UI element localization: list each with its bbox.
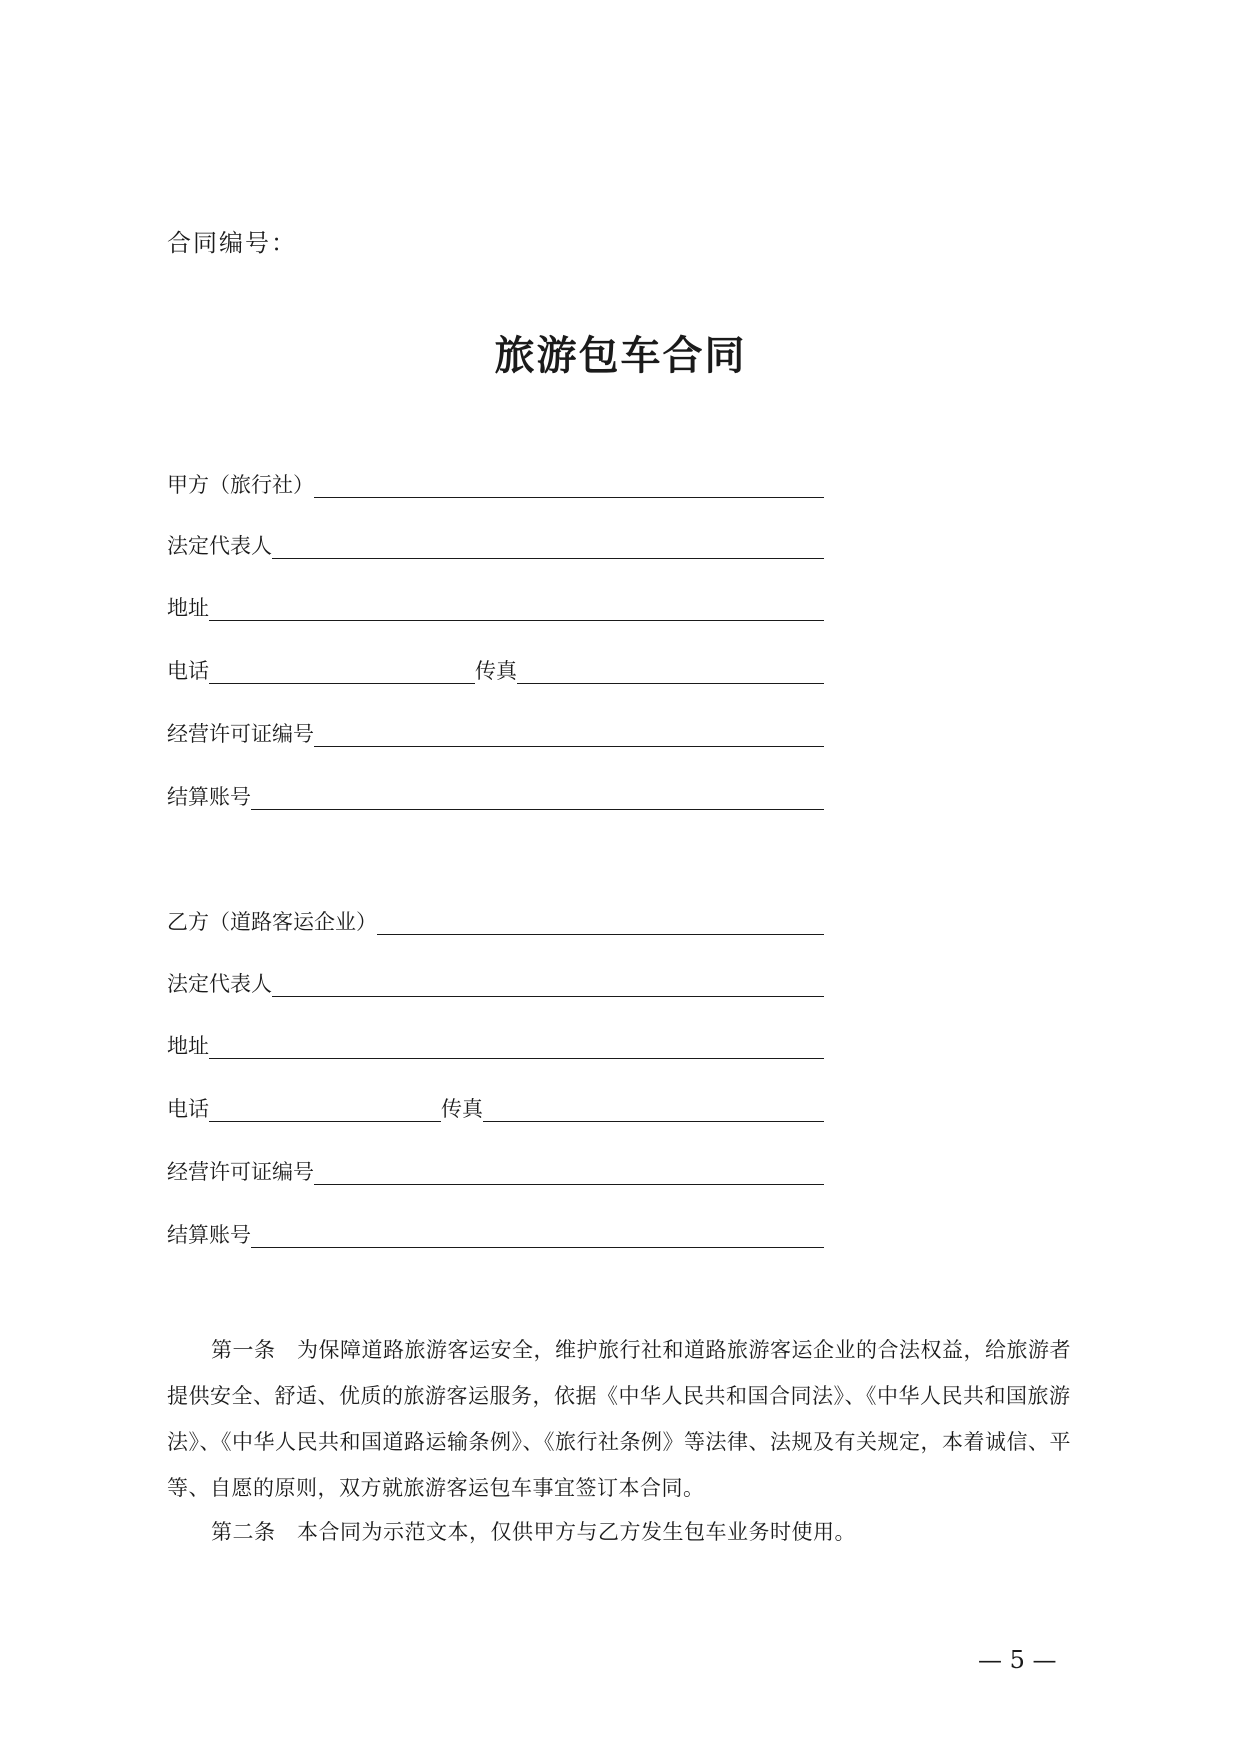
party-b-phone-label: 电话 xyxy=(167,1097,209,1121)
party-a-phone-field[interactable] xyxy=(209,653,475,684)
party-a-fax-label: 传真 xyxy=(475,659,517,683)
party-a-name-field[interactable] xyxy=(314,467,824,498)
party-a-rep-field[interactable] xyxy=(272,528,824,559)
party-a-account-row xyxy=(167,779,824,813)
article-1: 第一条 为保障道路旅游客运安全，维护旅行社和道路旅游客运企业的合法权益，给旅游者提供安全、舒适、优质的旅游客运服务，依据《中华人民共和国合同法》、《中华人民共和国旅游法》、《中华人民共和国道路运输条例》、《旅行社条例》等法律、法规及有关规定，本着诚信、平等、自愿的原则，双方就旅游客运包车事宜签订本合同。 xyxy=(167,1338,1071,1500)
party-b-license-row xyxy=(167,1154,824,1188)
party-a-license-label: 经营许可证编号 xyxy=(167,722,314,746)
party-b-rep-label: 法定代表人 xyxy=(167,972,272,996)
party-b-fax-label: 传真 xyxy=(441,1097,483,1121)
party-a-rep-label: 法定代表人 xyxy=(167,534,272,558)
party-b-account-field[interactable] xyxy=(251,1217,824,1248)
party-a-address-row xyxy=(167,590,824,624)
party-a-fax-field[interactable] xyxy=(517,653,824,684)
party-a-rep-row xyxy=(167,528,824,562)
party-a-address-label: 地址 xyxy=(167,596,209,620)
page-number: — 5 — xyxy=(978,1646,1057,1674)
party-b-name-label: 乙方（道路客运企业） xyxy=(167,910,377,934)
party-a-license-field[interactable] xyxy=(314,716,824,747)
document-title: 旅游包车合同 xyxy=(494,332,747,379)
party-b-address-row xyxy=(167,1028,824,1062)
party-b-phone-fax-row xyxy=(167,1091,824,1125)
party-b-phone-field[interactable] xyxy=(209,1091,441,1122)
party-b-license-field[interactable] xyxy=(314,1154,824,1185)
party-b-name-row xyxy=(167,904,824,938)
party-b-license-label: 经营许可证编号 xyxy=(167,1160,314,1184)
article-2: 第二条 本合同为示范文本，仅供甲方与乙方发生包车业务时使用。 xyxy=(211,1520,856,1544)
party-a-license-row xyxy=(167,716,824,750)
party-a-address-field[interactable] xyxy=(209,590,824,621)
party-b-rep-row xyxy=(167,966,824,1000)
party-a-name-label: 甲方（旅行社） xyxy=(167,473,314,497)
party-a-account-field[interactable] xyxy=(251,779,824,810)
party-a-phone-label: 电话 xyxy=(167,659,209,683)
party-b-address-field[interactable] xyxy=(209,1028,824,1059)
party-b-account-row xyxy=(167,1217,824,1251)
party-b-address-label: 地址 xyxy=(167,1034,209,1058)
party-a-account-label: 结算账号 xyxy=(167,785,251,809)
party-a-phone-fax-row xyxy=(167,653,824,687)
party-b-account-label: 结算账号 xyxy=(167,1223,251,1247)
contract-number-label: 合同编号： xyxy=(167,229,297,257)
party-b-name-field[interactable] xyxy=(377,904,824,935)
party-b-fax-field[interactable] xyxy=(483,1091,824,1122)
party-a-name-row xyxy=(167,467,824,501)
party-b-rep-field[interactable] xyxy=(272,966,824,997)
